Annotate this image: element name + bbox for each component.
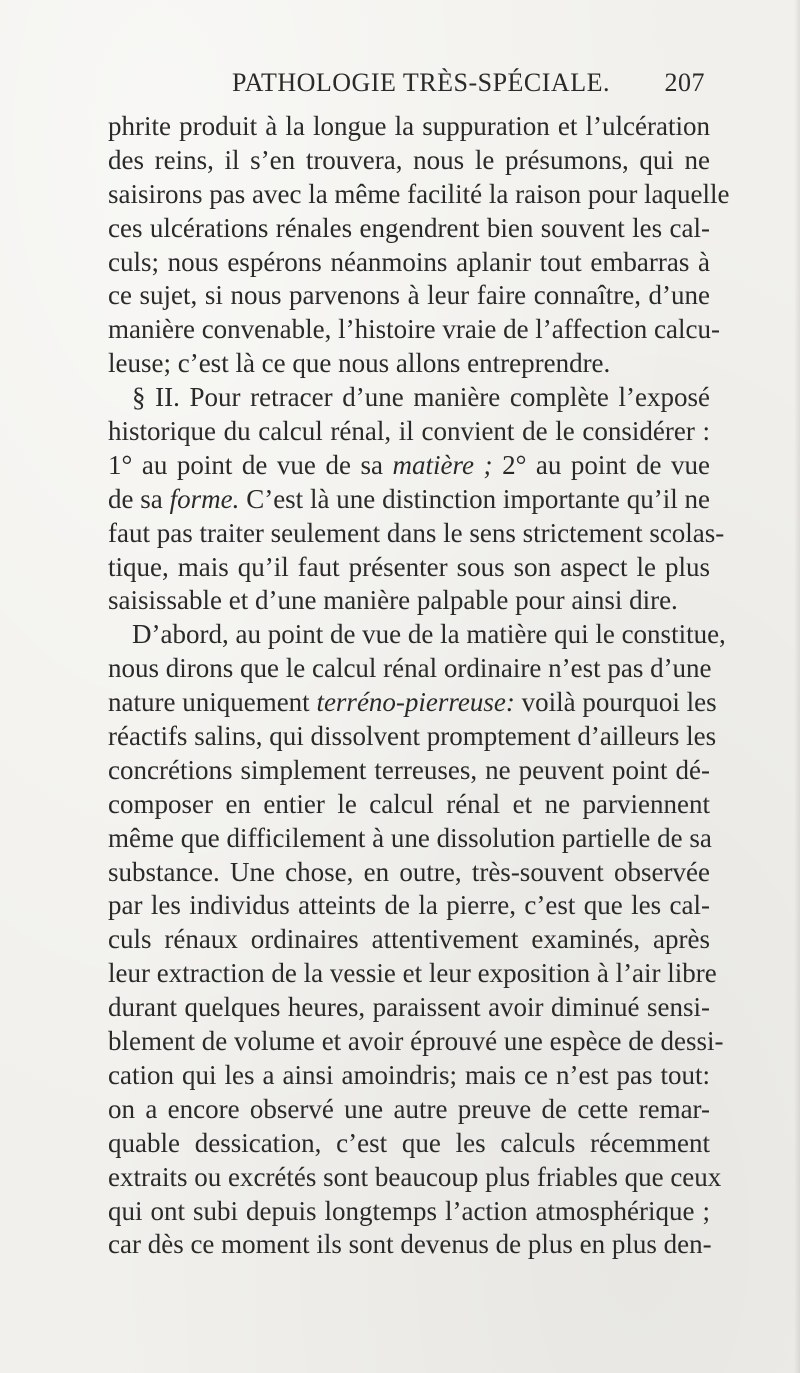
page-number: 207 bbox=[664, 68, 705, 97]
text-line: par les individus atteints de la pierre, c’est que les cal- bbox=[108, 890, 710, 921]
text-line: tique, mais qu’il faut présenter sous son aspect le plus bbox=[108, 551, 710, 582]
text-line: ces ulcérations rénales engendrent bien souvent les cal- bbox=[108, 212, 710, 243]
text-line: leuse; c’est là ce que nous allons entreprendre. bbox=[108, 348, 611, 379]
text-line: on a encore observé une autre preuve de cette remar- bbox=[108, 1093, 710, 1124]
text-fragment: C’est là une distinction importante qu’il ne bbox=[239, 483, 711, 514]
text-line bbox=[108, 449, 710, 483]
italic-term: terréno-pierreuse: bbox=[316, 687, 515, 718]
italic-term: matière ; bbox=[392, 449, 493, 480]
text-line: culs rénaux ordinaires attentivement examinés, après bbox=[108, 924, 710, 955]
text-line: saisirons pas avec la même facilité la raison pour laquelle bbox=[108, 178, 730, 209]
text-line: durant quelques heures, paraissent avoir diminué sensi- bbox=[108, 992, 710, 1023]
text-line: extraits ou excrétés sont beaucoup plus friables que ceux bbox=[108, 1161, 722, 1192]
text-fragment: 2° au point de vue bbox=[492, 449, 710, 480]
text-line: cation qui les a ainsi amoindris; mais ce n’est pas tout: bbox=[108, 1059, 710, 1090]
text-line: culs; nous espérons néanmoins aplanir tout embarras à bbox=[108, 246, 710, 277]
scan-edge-shadow bbox=[794, 0, 800, 1373]
text-line: même que difficilement à une dissolution partielle de sa bbox=[108, 822, 712, 853]
text-fragment: nature uniquement bbox=[108, 687, 317, 718]
text-line bbox=[108, 483, 710, 517]
text-line: quable dessication, c’est que les calculs récemment bbox=[108, 1127, 710, 1158]
text-line: réactifs salins, qui dissolvent promptement d’ailleurs les bbox=[108, 721, 717, 752]
text-line bbox=[108, 686, 717, 720]
text-line: D’abord, au point de vue de la matière qui le constitue, bbox=[132, 619, 726, 650]
body-text bbox=[108, 110, 730, 1262]
text-line: phrite produit à la longue la suppuration et l’ulcération bbox=[108, 111, 710, 141]
italic-term: forme. bbox=[169, 483, 240, 514]
text-line: car dès ce moment ils sont devenus de plus en plus den- bbox=[108, 1229, 712, 1260]
text-line: faut pas traiter seulement dans le sens strictement scolas- bbox=[108, 517, 725, 548]
text-line: historique du calcul rénal, il convient de le considérer : bbox=[108, 416, 710, 447]
text-line: leur extraction de la vessie et leur exposition à l’air libre bbox=[108, 958, 717, 989]
text-line: § II. Pour retracer d’une manière complète l’exposé bbox=[132, 382, 710, 413]
text-line: nous dirons que le calcul rénal ordinaire n’est pas d’une bbox=[108, 653, 712, 684]
running-title: PATHOLOGIE TRÈS-SPÉCIALE. bbox=[232, 68, 610, 97]
text-line: qui ont subi depuis longtemps l’action atmosphérique ; bbox=[108, 1195, 710, 1226]
text-fragment: 1° au point de vue de sa bbox=[108, 449, 393, 480]
text-line: blement de volume et avoir éprouvé une espèce de dessi- bbox=[108, 1026, 724, 1057]
text-line: saisissable et d’une manière palpable pour ainsi dire. bbox=[108, 585, 678, 616]
text-line: concrétions simplement terreuses, ne peuvent point dé- bbox=[108, 754, 710, 785]
text-line: ce sujet, si nous parvenons à leur faire connaître, d’une bbox=[108, 280, 710, 311]
text-fragment: de sa bbox=[108, 483, 170, 514]
page-header bbox=[232, 68, 705, 108]
text-line: manière convenable, l’histoire vraie de l’affection calcu- bbox=[108, 314, 720, 345]
text-line: substance. Une chose, en outre, très-souvent observée bbox=[108, 856, 710, 887]
text-line: composer en entier le calcul rénal et ne parviennent bbox=[108, 788, 710, 819]
text-fragment: voilà pourquoi les bbox=[514, 687, 717, 718]
text-line: des reins, il s’en trouvera, nous le présumons, qui ne bbox=[108, 144, 710, 175]
